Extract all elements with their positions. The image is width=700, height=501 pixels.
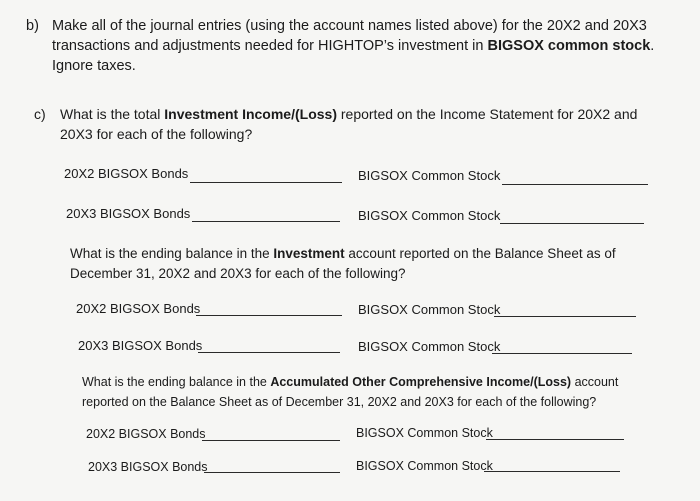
- question-b-bold-term: BIGSOX common stock: [487, 38, 651, 54]
- question-c-bold-term: Investment Income/(Loss): [164, 106, 337, 122]
- question-c-line1-end: reported on the Income Statement for 20X2 and: [336, 106, 638, 122]
- income-answer-line[interactable]: [502, 184, 648, 185]
- income-answer-line[interactable]: [192, 221, 340, 222]
- question-b-line1: Make all of the journal entries (using the account names listed above) for the 20X2 and 20X3: [52, 18, 647, 34]
- aoci-question-text: What is the ending balance in the: [82, 375, 271, 389]
- investment-answer-line[interactable]: [492, 353, 632, 354]
- question-c-text: [60, 104, 660, 144]
- investment-answer-line[interactable]: [198, 352, 340, 353]
- investment-question-end: account reported on the Balance Sheet as of: [344, 246, 616, 261]
- question-b-line2-text: transactions and adjustments needed for HIGHTOP’s investment in: [52, 38, 488, 54]
- aoci-row-label-right: BIGSOX Common Stock: [356, 459, 493, 473]
- question-c-marker: c): [34, 106, 46, 122]
- aoci-answer-line[interactable]: [204, 472, 340, 473]
- question-b: [26, 16, 676, 80]
- investment-question-text: What is the ending balance in the: [70, 246, 274, 261]
- aoci-answer-line[interactable]: [486, 439, 624, 440]
- aoci-bold-term: Accumulated Other Comprehensive Income/(Loss): [270, 375, 572, 389]
- income-row-label-left: 20X3 BIGSOX Bonds: [66, 206, 191, 221]
- aoci-question-line1: [82, 372, 672, 392]
- aoci-question-line2: reported on the Balance Sheet as of December 31, 20X2 and 20X3 for each of the following?: [82, 395, 597, 409]
- investment-answer-line[interactable]: [494, 316, 636, 317]
- question-b-marker: b): [26, 18, 39, 34]
- aoci-question-end: account: [571, 375, 619, 389]
- question-b-line3: Ignore taxes.: [52, 58, 136, 74]
- question-b-line2: [52, 36, 672, 56]
- investment-row-label-left: 20X3 BIGSOX Bonds: [78, 338, 203, 353]
- question-b-line2-end: .: [650, 38, 655, 54]
- income-row-label-right: BIGSOX Common Stock: [358, 208, 501, 223]
- question-b-text: [52, 16, 672, 76]
- question-c: [34, 104, 674, 148]
- investment-answer-line[interactable]: [196, 315, 342, 316]
- investment-row-label-right: BIGSOX Common Stock: [358, 339, 501, 354]
- question-c-line1-text: What is the total: [60, 106, 165, 122]
- investment-question-line1: [70, 244, 660, 264]
- question-c-line2: 20X3 for each of the following?: [60, 126, 253, 142]
- investment-bold-term: Investment: [273, 246, 345, 261]
- income-row-label-left: 20X2 BIGSOX Bonds: [64, 166, 189, 181]
- aoci-row-label-right: BIGSOX Common Stock: [356, 426, 493, 440]
- aoci-row-label-left: 20X3 BIGSOX Bonds: [88, 460, 208, 474]
- income-answer-line[interactable]: [190, 182, 342, 183]
- aoci-question: [82, 372, 672, 412]
- investment-row-label-left: 20X2 BIGSOX Bonds: [76, 301, 201, 316]
- income-row-label-right: BIGSOX Common Stock: [358, 168, 501, 183]
- income-answer-line[interactable]: [500, 223, 644, 224]
- investment-row-label-right: BIGSOX Common Stock: [358, 302, 501, 317]
- question-c-line1: [60, 104, 660, 124]
- aoci-row-label-left: 20X2 BIGSOX Bonds: [86, 427, 206, 441]
- aoci-answer-line[interactable]: [202, 440, 340, 441]
- investment-question: [70, 244, 660, 284]
- aoci-answer-line[interactable]: [484, 471, 620, 472]
- investment-question-line2: December 31, 20X2 and 20X3 for each of the following?: [70, 266, 406, 281]
